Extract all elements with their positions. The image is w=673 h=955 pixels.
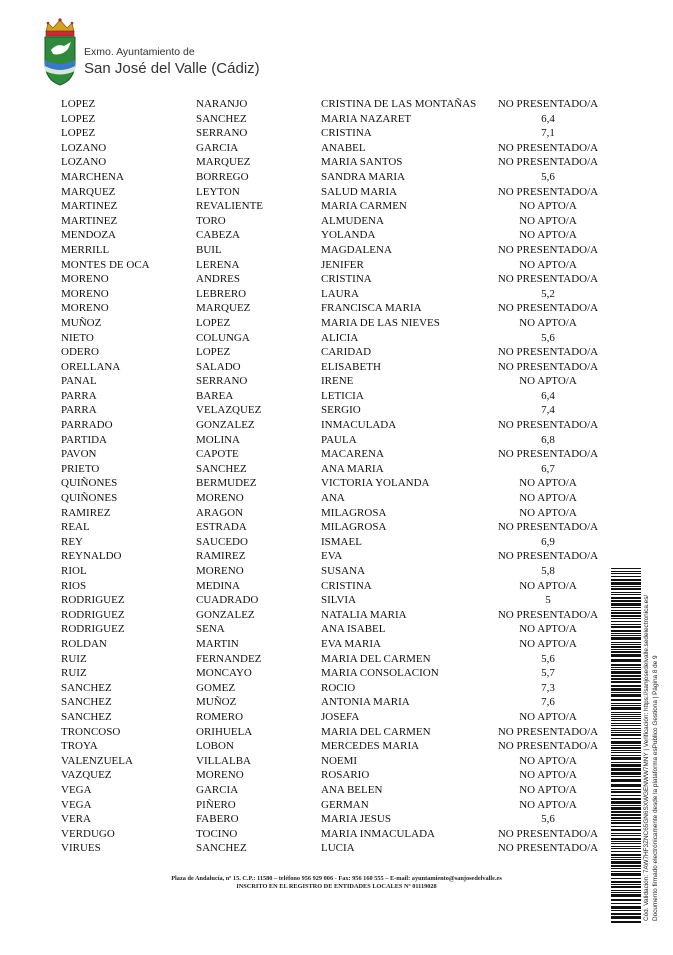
table-row [0,695,673,710]
given-name-cell: ANA ISABEL [321,623,386,636]
given-name-cell: IRENE [321,375,354,388]
first-surname-cell: PANAL [61,375,97,388]
result-cell: 5,2 [541,287,555,300]
table-row [0,97,673,112]
result-cell: 5 [545,594,551,607]
given-name-cell: LETICIA [321,389,364,402]
first-surname-cell: PARTIDA [61,433,107,446]
second-surname-cell: SERRANO [196,375,248,388]
result-cell: 5,7 [541,667,555,680]
table-row [0,433,673,448]
result-cell: 6,7 [541,462,555,475]
first-surname-cell: LOPEZ [61,127,96,140]
given-name-cell: SUSANA [321,565,366,577]
given-name-cell: CRISTINA [321,579,372,592]
result-cell: NO APTO/A [519,769,577,782]
given-name-cell: SANDRA MARIA [321,170,406,183]
table-row [0,725,673,740]
given-name-cell: MARIA CONSOLACION [321,667,439,680]
table-row [0,491,673,506]
first-surname-cell: VEGA [61,783,92,796]
validation-side-text [643,595,660,921]
second-surname-cell: SALADO [196,360,241,373]
second-surname-cell: MORENO [196,769,244,782]
table-row [0,228,673,243]
result-cell: NO APTO/A [519,316,577,329]
given-name-cell: MAGDALENA [321,243,392,256]
first-surname-cell: LOPEZ [61,98,96,110]
table-row [0,141,673,156]
second-surname-cell: LOBON [196,740,234,753]
first-surname-cell: RIOL [61,565,87,577]
result-cell: NO PRESENTADO/A [497,273,599,286]
table-row [0,783,673,798]
given-name-cell: ROCIO [321,681,356,694]
given-name-cell: SERGIO [321,404,361,417]
first-surname-cell: VALENZUELA [61,754,133,767]
result-cell: NO PRESENTADO/A [497,346,599,359]
table-row [0,798,673,813]
result-cell: NO APTO/A [519,710,577,723]
first-surname-cell: MARTINEZ [61,214,118,227]
result-cell: 5,6 [541,652,555,665]
result-cell: NO PRESENTADO/A [497,360,599,373]
result-cell: NO PRESENTADO/A [497,302,599,315]
table-row [0,768,673,783]
first-surname-cell: LOPEZ [61,112,96,125]
second-surname-cell: BORREGO [196,170,249,183]
result-cell: 6,8 [541,433,555,446]
given-name-cell: NATALIA MARIA [321,608,407,621]
result-cell: NO PRESENTADO/A [497,842,599,855]
result-cell: 7,3 [541,681,555,694]
result-cell: NO PRESENTADO/A [497,419,599,432]
result-cell: NO PRESENTADO/A [497,725,599,738]
first-surname-cell: RAMIREZ [61,506,111,519]
second-surname-cell: ANDRES [196,273,241,286]
given-name-cell: JENIFER [321,258,364,271]
first-surname-cell: ODERO [61,346,99,359]
given-name-cell: LAURA [321,287,359,300]
second-surname-cell: ORIHUELA [196,725,253,738]
result-cell: NO PRESENTADO/A [497,608,599,621]
given-name-cell: ALMUDENA [321,214,384,227]
first-surname-cell: VERDUGO [61,827,115,840]
given-name-cell: MERCEDES MARIA [321,740,420,753]
given-name-cell: MARIA NAZARET [321,112,412,125]
given-name-cell: ANA [321,492,345,505]
second-surname-cell: MOLINA [196,433,240,446]
given-name-cell: ANABEL [321,141,366,154]
table-row [0,666,673,681]
table-row [0,622,673,637]
table-row [0,462,673,477]
given-name-cell: MILAGROSA [321,506,387,519]
table-row [0,447,673,462]
given-name-cell: MARIA INMACULADA [321,827,435,840]
result-cell: 7,4 [541,404,555,417]
result-cell: NO PRESENTADO/A [497,550,599,563]
table-row [0,652,673,667]
second-surname-cell: SANCHEZ [196,462,247,475]
first-surname-cell: PARRADO [61,419,113,432]
result-cell: NO PRESENTADO/A [497,740,599,753]
second-surname-cell: SANCHEZ [196,112,247,125]
org-title-line1: Exmo. Ayuntamiento de [84,46,195,58]
first-surname-cell: MARCHENA [61,170,124,183]
document-header [40,16,280,88]
given-name-cell: YOLANDA [321,229,376,242]
result-cell: NO PRESENTADO/A [497,98,599,110]
result-cell: NO APTO/A [519,375,577,388]
result-cell: NO PRESENTADO/A [497,448,599,461]
given-name-cell: CRISTINA [321,127,372,140]
table-row [0,681,673,696]
result-cell: NO APTO/A [519,623,577,636]
table-row [0,812,673,827]
given-name-cell: ISMAEL [321,535,362,548]
table-row [0,258,673,273]
first-surname-cell: MORENO [61,302,109,315]
first-surname-cell: TRONCOSO [61,725,121,738]
first-surname-cell: MENDOZA [61,229,116,242]
given-name-cell: EVA MARIA [321,637,382,650]
given-name-cell: INMACULADA [321,419,397,432]
barcode-icon [611,568,641,923]
first-surname-cell: QUIÑONES [61,477,118,490]
footer-line2: INSCRITO EN EL REGISTRO DE ENTIDADES LOCALES Nº 01119028 [236,883,437,890]
given-name-cell: VICTORIA YOLANDA [321,477,430,490]
first-surname-cell: MARQUEZ [61,185,116,198]
first-surname-cell: REYNALDO [61,550,122,563]
second-surname-cell: GONZALEZ [196,419,255,432]
second-surname-cell: FERNANDEZ [196,652,262,665]
table-row [0,316,673,331]
result-cell: NO APTO/A [519,492,577,505]
second-surname-cell: VELAZQUEZ [196,404,262,417]
first-surname-cell: ROLDAN [61,637,107,650]
second-surname-cell: RAMIREZ [196,550,246,563]
first-surname-cell: RUIZ [61,652,87,665]
second-surname-cell: MARTIN [196,637,239,650]
second-surname-cell: MORENO [196,492,244,505]
validation-line2: Documento firmado electrónicamente desde la plataforma esPublico Gestiona | Página 8 de 9 [651,655,659,921]
first-surname-cell: PRIETO [61,462,100,475]
first-surname-cell: NIETO [61,331,94,344]
result-cell: NO PRESENTADO/A [497,521,599,534]
table-row [0,564,673,579]
table-row [0,520,673,535]
given-name-cell: ELISABETH [321,360,381,373]
result-cell: NO PRESENTADO/A [497,185,599,198]
table-row [0,637,673,652]
given-name-cell: FRANCISCA MARIA [321,302,422,315]
result-cell: NO PRESENTADO/A [497,141,599,154]
table-row [0,754,673,769]
first-surname-cell: LOZANO [61,141,107,154]
second-surname-cell: NARANJO [196,98,248,110]
table-row [0,170,673,185]
first-surname-cell: SANCHEZ [61,681,112,694]
result-cell: NO APTO/A [519,229,577,242]
result-cell: NO APTO/A [519,783,577,796]
table-row [0,345,673,360]
table-row [0,155,673,170]
given-name-cell: PAULA [321,433,357,446]
first-surname-cell: MORENO [61,287,109,300]
first-surname-cell: MERRILL [61,243,110,256]
table-row [0,827,673,842]
table-row [0,710,673,725]
given-name-cell: EVA [321,550,343,563]
second-surname-cell: CUADRADO [196,594,259,607]
first-surname-cell: SANCHEZ [61,710,112,723]
first-surname-cell: VEGA [61,798,92,811]
results-table [0,97,673,856]
result-cell: NO PRESENTADO/A [497,156,599,169]
given-name-cell: ANA BELEN [321,783,383,796]
first-surname-cell: RUIZ [61,667,87,680]
table-row [0,418,673,433]
result-cell: 6,9 [541,535,555,548]
first-surname-cell: RIOS [61,579,87,592]
second-surname-cell: COLUNGA [196,331,250,344]
municipal-coat-of-arms-icon [40,16,80,86]
result-cell: 7,1 [541,127,555,140]
given-name-cell: ANTONIA MARIA [321,696,410,709]
result-cell: NO APTO/A [519,637,577,650]
result-cell: NO APTO/A [519,506,577,519]
first-surname-cell: PAVON [61,448,97,461]
second-surname-cell: MARQUEZ [196,302,251,315]
table-row [0,535,673,550]
table-row [0,403,673,418]
result-cell: NO PRESENTADO/A [497,243,599,256]
first-surname-cell: REY [61,535,83,548]
given-name-cell: GERMAN [321,798,369,811]
first-surname-cell: MARTINEZ [61,200,118,213]
second-surname-cell: MONCAYO [196,667,252,680]
footer-address [100,875,573,891]
result-cell: 7,6 [541,696,555,709]
table-row [0,301,673,316]
first-surname-cell: VAZQUEZ [61,769,112,782]
first-surname-cell: MORENO [61,273,109,286]
given-name-cell: MARIA JESUS [321,813,391,826]
result-cell: NO APTO/A [519,754,577,767]
second-surname-cell: SERRANO [196,127,248,140]
first-surname-cell: VERA [61,813,91,826]
second-surname-cell: LERENA [196,258,240,271]
second-surname-cell: ESTRADA [196,521,247,534]
validation-line1: Cód. Validación: 7AW7HF3ZNC65GN6SXWGENWW7MNY | Verificación: https://sanjosedelvalle.sedelectronica.es/ [643,594,650,921]
given-name-cell: MILAGROSA [321,521,387,534]
second-surname-cell: FABERO [196,813,239,826]
second-surname-cell: MUÑOZ [196,696,237,709]
table-row [0,841,673,856]
second-surname-cell: MORENO [196,565,244,577]
second-surname-cell: GARCIA [196,141,239,154]
table-row [0,579,673,594]
first-surname-cell: VIRUES [61,842,101,855]
second-surname-cell: MEDINA [196,579,240,592]
given-name-cell: MARIA DEL CARMEN [321,725,431,738]
table-row [0,185,673,200]
given-name-cell: MARIA DEL CARMEN [321,652,431,665]
result-cell: 6,4 [541,112,555,125]
second-surname-cell: BERMUDEZ [196,477,257,490]
footer-line1: Plaza de Andalucía, nº 15. C.P.: 11580 – teléfono 956 929 006 - Fax: 956 160 555 – E-mail: ayuntamiento@sanjosedelvalle.es [171,875,502,882]
table-row [0,506,673,521]
result-cell: 5,6 [541,170,555,183]
given-name-cell: ROSARIO [321,769,370,782]
second-surname-cell: PIÑERO [196,798,236,811]
first-surname-cell: RODRIGUEZ [61,608,125,621]
second-surname-cell: MARQUEZ [196,156,251,169]
table-row [0,199,673,214]
table-row [0,593,673,608]
given-name-cell: CRISTINA [321,273,372,286]
given-name-cell: CRISTINA DE LAS MONTAÑAS [321,98,477,110]
second-surname-cell: LOPEZ [196,346,231,359]
first-surname-cell: LOZANO [61,156,107,169]
table-row [0,214,673,229]
given-name-cell: SALUD MARIA [321,185,398,198]
result-cell: NO APTO/A [519,798,577,811]
second-surname-cell: CAPOTE [196,448,239,461]
first-surname-cell: PARRA [61,404,97,417]
given-name-cell: LUCIA [321,842,355,855]
first-surname-cell: TROYA [61,740,98,753]
second-surname-cell: BAREA [196,389,234,402]
second-surname-cell: GONZALEZ [196,608,255,621]
table-row [0,389,673,404]
second-surname-cell: ROMERO [196,710,244,723]
table-row [0,331,673,346]
table-row [0,476,673,491]
second-surname-cell: LEYTON [196,185,240,198]
result-cell: NO APTO/A [519,579,577,592]
result-cell: NO APTO/A [519,258,577,271]
given-name-cell: MACARENA [321,448,384,461]
table-row [0,287,673,302]
second-surname-cell: ARAGON [196,506,244,519]
second-surname-cell: REVALIENTE [196,200,264,213]
second-surname-cell: GARCIA [196,783,239,796]
first-surname-cell: MUÑOZ [61,316,102,329]
first-surname-cell: PARRA [61,389,97,402]
second-surname-cell: GOMEZ [196,681,236,694]
second-surname-cell: LOPEZ [196,316,231,329]
second-surname-cell: VILLALBA [196,754,251,767]
table-row [0,608,673,623]
given-name-cell: NOEMI [321,754,358,767]
table-row [0,549,673,564]
result-cell: NO PRESENTADO/A [497,827,599,840]
first-surname-cell: ORELLANA [61,360,121,373]
second-surname-cell: SAUCEDO [196,535,248,548]
given-name-cell: CARIDAD [321,346,372,359]
table-row [0,374,673,389]
second-surname-cell: TORO [196,214,226,227]
result-cell: 5,6 [541,813,555,826]
given-name-cell: JOSEFA [321,710,360,723]
first-surname-cell: SANCHEZ [61,696,112,709]
result-cell: 5,6 [541,331,555,344]
result-cell: 5,8 [541,565,555,577]
first-surname-cell: REAL [61,521,90,534]
org-title-line2: San José del Valle (Cádiz) [84,60,260,77]
given-name-cell: MARIA CARMEN [321,200,407,213]
given-name-cell: MARIA SANTOS [321,156,403,169]
second-surname-cell: TOCINO [196,827,238,840]
first-surname-cell: QUIÑONES [61,492,118,505]
second-surname-cell: BUIL [196,243,222,256]
second-surname-cell: SENA [196,623,225,636]
table-row [0,272,673,287]
given-name-cell: MARIA DE LAS NIEVES [321,316,440,329]
table-row [0,360,673,375]
second-surname-cell: LEBRERO [196,287,247,300]
result-cell: 6,4 [541,389,555,402]
table-row [0,739,673,754]
first-surname-cell: RODRIGUEZ [61,594,125,607]
first-surname-cell: RODRIGUEZ [61,623,125,636]
table-row [0,243,673,258]
second-surname-cell: CABEZA [196,229,240,242]
result-cell: NO APTO/A [519,200,577,213]
table-row [0,112,673,127]
first-surname-cell: MONTES DE OCA [61,258,150,271]
second-surname-cell: SANCHEZ [196,842,247,855]
result-cell: NO APTO/A [519,214,577,227]
given-name-cell: ANA MARIA [321,462,384,475]
result-cell: NO APTO/A [519,477,577,490]
given-name-cell: ALICIA [321,331,359,344]
table-row [0,126,673,141]
given-name-cell: SILVIA [321,594,357,607]
